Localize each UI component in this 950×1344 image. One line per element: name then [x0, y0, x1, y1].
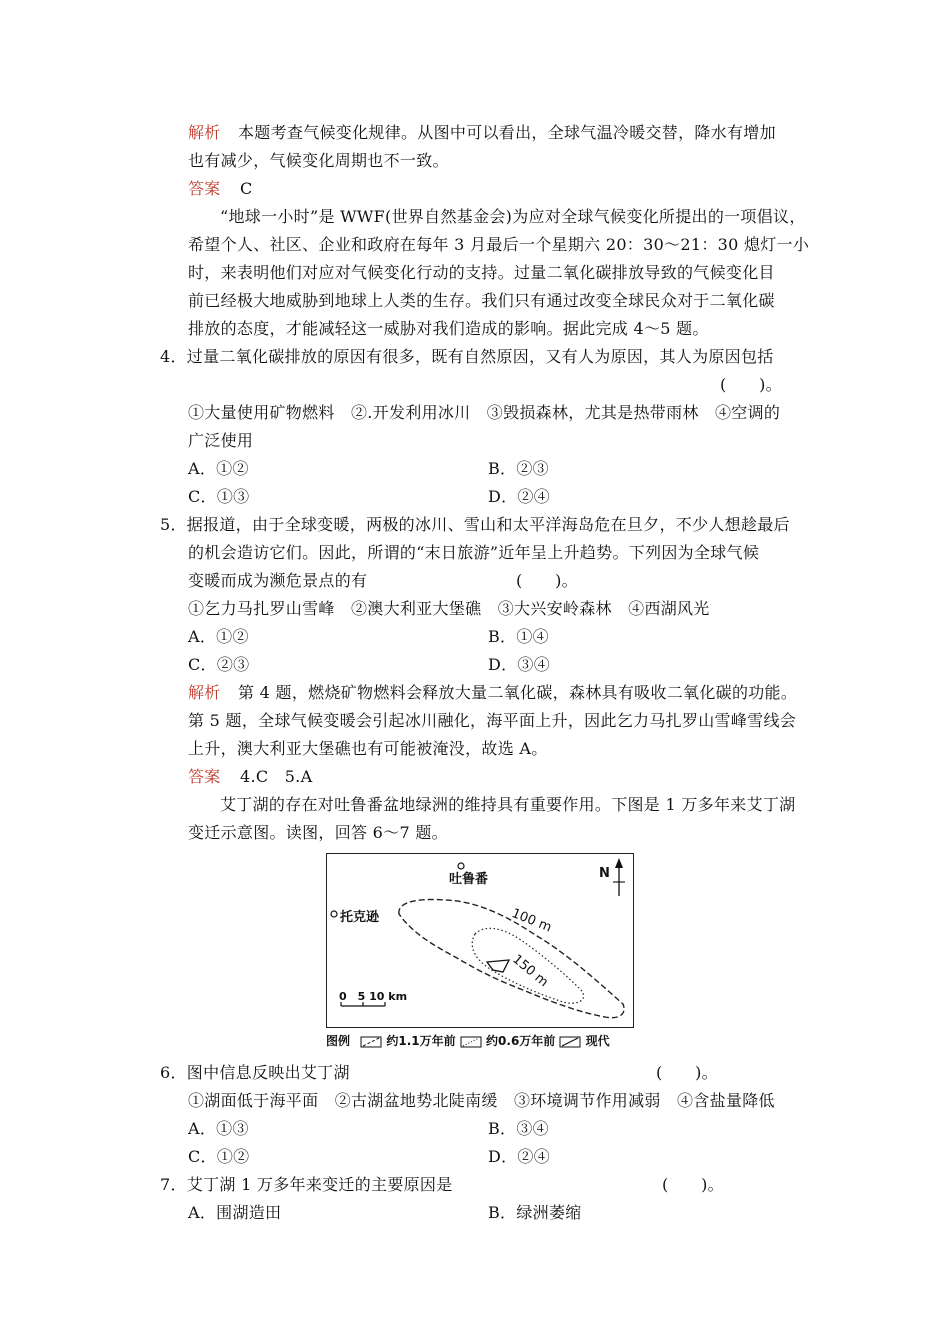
- analysis-line-2: 也有减少，气候变化周期也不一致。: [188, 151, 449, 170]
- label-turpan: 吐鲁番: [449, 872, 489, 887]
- question-4-items-cont: 广泛使用: [188, 431, 254, 450]
- legend-dashed-icon: [360, 1036, 382, 1048]
- answer-line: 答案 4.C 5.A: [188, 767, 313, 786]
- question-7-stem: 7．艾丁湖 1 万多年来变迁的主要原因是: [160, 1175, 453, 1194]
- question-6-items: ①湖面低于海平面 ②古湖盆地势北陡南缓 ③环境调节作用减弱 ④含盐量降低: [188, 1091, 775, 1110]
- legend-item-11k: 约1.1万年前: [386, 1034, 456, 1048]
- option-b: B．①④: [488, 627, 549, 646]
- passage-line: 希望个人、社区、企业和政府在每年 3 月最后一个星期六 20：30～21：30 熄灯一小: [188, 235, 810, 254]
- question-5-stem: 5．据报道，由于全球变暖，两极的冰川、雪山和太平洋海岛危在旦夕，不少人想趁最后: [160, 515, 790, 534]
- option-b: B．绿洲萎缩: [488, 1203, 582, 1222]
- option-a: A．①③: [188, 1119, 249, 1138]
- legend-item-modern: 现代: [585, 1034, 610, 1048]
- option-a: A．①②: [188, 459, 249, 478]
- question-5-stem-cont: 的机会造访它们。因此，所谓的“末日旅游”近年呈上升趋势。下列因为全球气候: [188, 543, 760, 562]
- toksun-location-icon: [331, 911, 337, 917]
- analysis-tag: 解析: [188, 683, 221, 702]
- legend-solid-icon: [559, 1036, 581, 1048]
- option-b: B．②③: [488, 459, 549, 478]
- analysis-line-1: 解析 第 4 题，燃烧矿物燃料会释放大量二氧化碳，森林具有吸收二氧化碳的功能。: [188, 683, 798, 702]
- answer-tag: 答案: [188, 767, 221, 786]
- analysis-line-2: 第 5 题，全球气候变暖会引起冰川融化，海平面上升，因此乞力马扎罗山雪峰雪线会: [188, 711, 797, 730]
- answer-tag: 答案: [188, 179, 221, 198]
- option-d: D．②④: [488, 1147, 551, 1166]
- lake-modern: [487, 960, 509, 972]
- analysis-line-3: 上升，澳大利亚大堡礁也有可能被淹没，故选 A。: [188, 739, 548, 758]
- question-6-stem: 6．图中信息反映出艾丁湖: [160, 1063, 350, 1082]
- north-arrow-head-icon: [615, 858, 623, 868]
- legend-title: 图例: [326, 1034, 351, 1048]
- answer-bracket: ( )。: [662, 1175, 724, 1194]
- passage-line: 艾丁湖的存在对吐鲁番盆地绿洲的维持具有重要作用。下图是 1 万多年来艾丁湖: [220, 795, 796, 814]
- answer-bracket: ( )。: [516, 571, 578, 590]
- analysis-tag: 解析: [188, 123, 221, 142]
- map-legend: [326, 1032, 634, 1049]
- lake-map-figure: [326, 853, 634, 1028]
- question-5-items: ①乞力马扎罗山雪峰 ②澳大利亚大堡礁 ③大兴安岭森林 ④西湖风光: [188, 599, 710, 618]
- passage-line: “地球一小时”是 WWF(世界自然基金会)为应对全球气候变化所提出的一项倡议，: [220, 207, 806, 226]
- option-d: D．②④: [488, 487, 551, 506]
- passage-line: 时，来表明他们对应对气候变化行动的支持。过量二氧化碳排放导致的气候变化目: [188, 263, 775, 282]
- legend-item-6k: 约0.6万年前: [486, 1034, 556, 1048]
- label-north: N: [599, 866, 610, 881]
- scale-label: 0 5 10 km: [339, 990, 408, 1003]
- legend-dotted-icon: [460, 1036, 482, 1048]
- option-b: B．③④: [488, 1119, 549, 1138]
- passage-line: 前已经极大地威胁到地球上人类的生存。我们只有通过改变全球民众对于二氧化碳: [188, 291, 775, 310]
- answer-line: 答案 C: [188, 179, 253, 198]
- option-c: C．②③: [188, 655, 250, 674]
- option-c: C．①③: [188, 487, 250, 506]
- option-a: A．①②: [188, 627, 249, 646]
- passage-line: 变迁示意图。读图，回答 6～7 题。: [188, 823, 448, 842]
- analysis-line-1: 解析 本题考查气候变化规律。从图中可以看出，全球气温冷暖交替，降水有增加: [188, 123, 776, 142]
- passage-line: 排放的态度，才能减轻这一威胁对我们造成的影响。据此完成 4～5 题。: [188, 319, 709, 338]
- question-4-items: ①大量使用矿物燃料 ②.开发利用冰川 ③毁损森林，尤其是热带雨林 ④空调的: [188, 403, 781, 422]
- answer-bracket: ( )。: [656, 1063, 718, 1082]
- question-5-stem-cont: 变暖而成为濒危景点的有: [188, 571, 368, 590]
- option-d: D．③④: [488, 655, 551, 674]
- label-toksun: 托克逊: [340, 910, 380, 925]
- contour-label-150m: 150 m: [509, 952, 551, 991]
- contour-label-100m: 100 m: [509, 906, 554, 936]
- option-a: A．围湖造田: [188, 1203, 282, 1222]
- option-c: C．①②: [188, 1147, 250, 1166]
- answer-bracket: ( )。: [720, 375, 782, 394]
- question-4-stem: 4．过量二氧化碳排放的原因有很多，既有自然原因，又有人为原因，其人为原因包括: [160, 347, 774, 366]
